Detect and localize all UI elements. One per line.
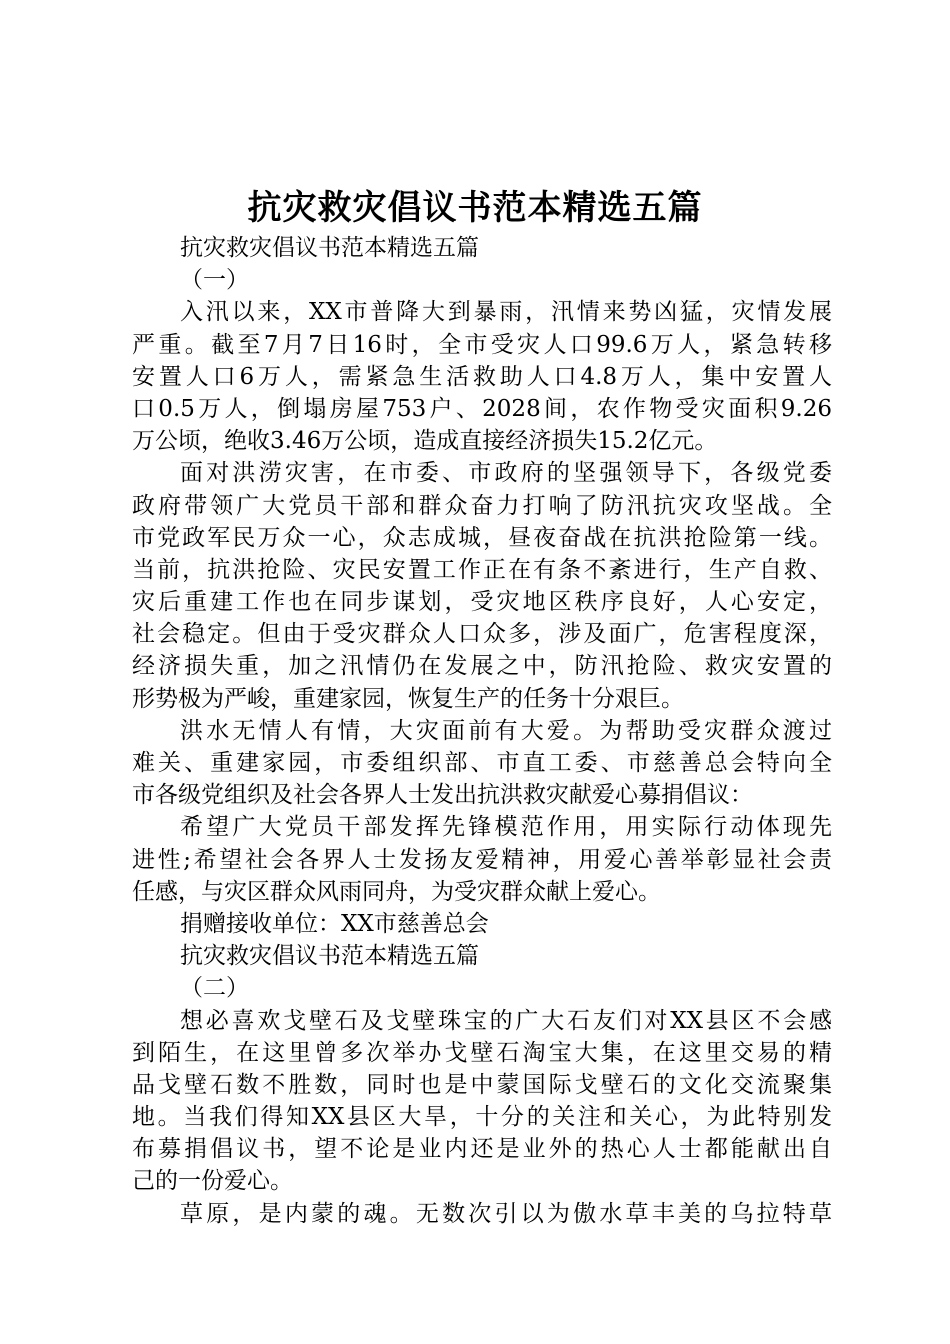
paragraph-line: 当前，抗洪抢险、灾民安置工作正在有条不紊进行，生产自救、 <box>132 556 832 583</box>
paragraph-line: 洪水无情人有情，大灾面前有大爱。为帮助受灾群众渡过 <box>180 717 832 744</box>
paragraph-line: 布募捐倡议书，望不论是业内还是业外的热心人士都能献出自 <box>132 1136 832 1163</box>
paragraph-line: 进性;希望社会各界人士发扬友爱精神，用爱心善举彰显社会责 <box>132 846 832 873</box>
document-body <box>132 232 832 1230</box>
section-number: （一） <box>180 267 249 294</box>
paragraph-line: 社会稳定。但由于受灾群众人口众多，涉及面广，危害程度深， <box>132 621 832 648</box>
paragraph-line: 市各级党组织及社会各界人士发出抗洪救灾献爱心募捐倡议： <box>132 782 753 809</box>
paragraph-line: 口0.5万人，倒塌房屋753户、2028间，农作物受灾面积9.26 <box>132 395 832 422</box>
paragraph-line: 到陌生，在这里曾多次举办戈壁石淘宝大集，在这里交易的精 <box>132 1039 832 1066</box>
paragraph-line: 严重。截至7月7日16时，全市受灾人口99.6万人，紧急转移 <box>132 331 832 358</box>
paragraph-line: 灾后重建工作也在同步谋划，受灾地区秩序良好，人心安定， <box>132 589 832 616</box>
paragraph-line: 万公顷，绝收3.46万公顷，造成直接经济损失15.2亿元。 <box>132 428 718 455</box>
paragraph-line: 入汛以来，XX市普降大到暴雨，汛情来势凶猛，灾情发展 <box>180 299 832 326</box>
document-title: 抗灾救灾倡议书范本精选五篇 <box>247 188 703 228</box>
paragraph-line: 难关、重建家园，市委组织部、市直工委、市慈善总会特向全 <box>132 750 832 776</box>
paragraph-line: 任感，与灾区群众风雨同舟，为受灾群众献上爱心。 <box>132 878 661 905</box>
section-heading: 抗灾救灾倡议书范本精选五篇 <box>180 943 479 970</box>
section-number: （二） <box>180 975 249 1002</box>
paragraph-line: 市党政军民万众一心，众志成城，昼夜奋战在抗洪抢险第一线。 <box>132 524 832 551</box>
paragraph-line: 地。当我们得知XX县区大旱，十分的关注和关心，为此特别发 <box>132 1104 832 1131</box>
paragraph-line: 己的一份爱心。 <box>132 1168 293 1195</box>
paragraph-line: 想必喜欢戈壁石及戈壁珠宝的广大石友们对XX县区不会感 <box>180 1007 832 1034</box>
recipient-line: 捐赠接收单位：XX市慈善总会 <box>180 910 489 937</box>
paragraph-line: 政府带领广大党员干部和群众奋力打响了防汛抗灾攻坚战。全 <box>132 492 832 519</box>
paragraph-line: 安置人口6万人，需紧急生活救助人口4.8万人，集中安置人 <box>132 363 832 390</box>
section-heading: 抗灾救灾倡议书范本精选五篇 <box>180 235 479 261</box>
paragraph-line: 品戈壁石数不胜数，同时也是中蒙国际戈壁石的文化交流聚集 <box>132 1071 832 1098</box>
paragraph-line: 经济损失重，加之汛情仍在发展之中，防汛抢险、救灾安置的 <box>132 653 832 680</box>
paragraph-line: 面对洪涝灾害，在市委、市政府的坚强领导下，各级党委 <box>180 460 832 487</box>
paragraph-line: 草原，是内蒙的魂。无数次引以为傲水草丰美的乌拉特草 <box>180 1200 832 1227</box>
paragraph-line: 希望广大党员干部发挥先锋模范作用，用实际行动体现先 <box>180 814 832 841</box>
paragraph-line: 形势极为严峻，重建家园，恢复生产的任务十分艰巨。 <box>132 685 684 712</box>
